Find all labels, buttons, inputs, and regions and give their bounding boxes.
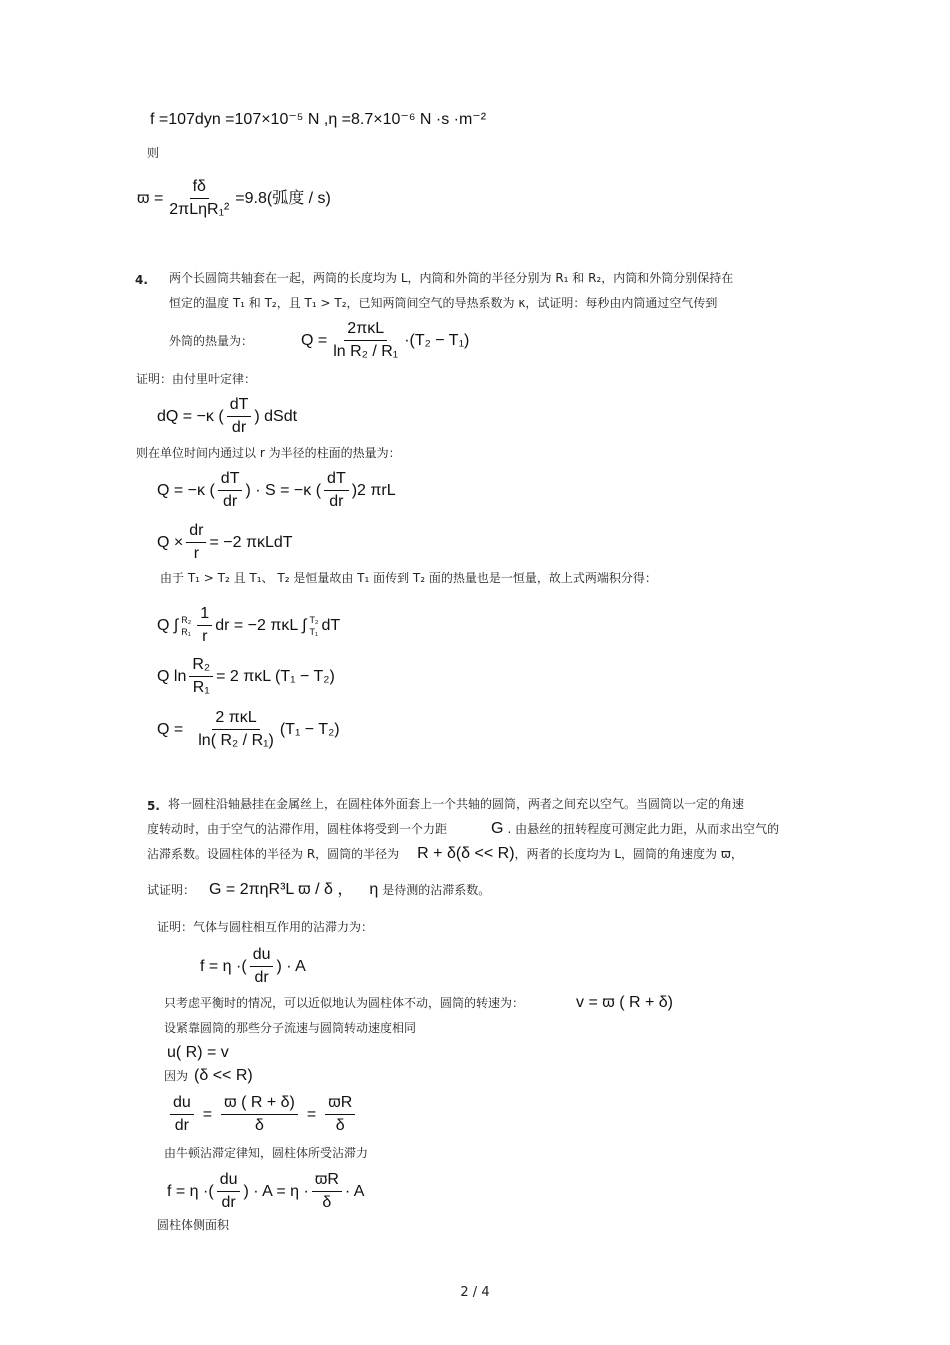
torque-formula: G = 2πηR³L ϖ / δ ， [209,881,354,898]
eq2-rhs: )2 πrL [351,481,396,499]
eq3-lhs: Q × [157,533,184,551]
problem-5-text6: 圆柱体侧面积 [157,1218,230,1232]
problem-4-line3-text: 外筒的热量为： [169,333,254,348]
omega-numerator: fδ [190,176,209,199]
omega-lhs: ϖ = [137,189,164,207]
problem-5-line4 [147,880,490,900]
separated-equation [157,520,293,565]
eq4-lower-limit2: T₁ [309,626,319,637]
eq4-numerator: 1 [197,603,212,626]
eq4-denominator: r [202,628,208,645]
eq3-fraction [186,520,206,565]
p5-eq3-numerator2: ϖ ( R + δ) [221,1092,298,1115]
ze-label: 则 [147,146,160,160]
p5-eq3-denominator1: dr [174,1117,190,1134]
eq1-fraction [227,394,252,439]
eq2-mid: ) · S = −κ ( [245,481,322,499]
velocity-gradient-equation [167,1092,358,1137]
p5-eq3-equals1: = [202,1105,213,1123]
p5-eq4-mid: ) · A = η · [243,1182,309,1200]
viscous-force-equation [200,944,306,989]
eq4-rhs: dT [321,616,341,634]
fourier-law-equation [157,394,297,439]
p5-eq3-equals2: = [306,1105,317,1123]
eq2-numerator1: dT [218,468,243,491]
eq4-upper-limit1: R₂ [181,614,192,625]
problem-5-text5: 由牛顿沾滞定律知，圆柱体所受沾滞力 [164,1146,369,1160]
problem-5-line3-a: 沾滞系数。设圆柱体的半径为 R，圆筒的半径为 [147,847,400,861]
problem-5-line3-c: ，两者的长度均为 L，圆筒的角速度为 ϖ， [514,847,743,861]
problem-4-text3: 由于 T₁ > T₂ 且 T₁、 T₂ 是恒量故由 T₁ 面传到 T₂ 面的热量也是一恒量，故上式两端积分得： [160,571,657,585]
boundary-condition: u( R) = v [167,1044,229,1061]
p5-eq3-fraction3 [325,1092,355,1137]
heat-rhs: ·(T₂ − T₁) [404,331,470,349]
eta-symbol: η [369,881,379,898]
eq5-denominator: R₁ [192,679,210,696]
eq6-denominator: ln( R₂ / R₁) [198,732,274,749]
omega-rhs: =9.8(弧度 / s) [235,189,331,207]
problem-5-line2-a: 度转动时，由于空气的沾滞作用，圆柱体将受到一个力距 [147,822,448,836]
p5-eq4-numerator1: du [217,1169,241,1192]
integral-equation [157,603,340,648]
p5-text2-a: 只考虑平衡时的情况，可以近似地认为圆柱体不动，圆筒的转速为： [164,996,525,1010]
eq2-fraction1 [218,468,243,513]
delta-condition: (δ << R) [194,1067,253,1084]
p5-eq3-fraction2 [221,1092,298,1137]
eq2-fraction2 [324,468,349,513]
eq1-rhs: ) dSdt [254,407,298,425]
problem-5-text4 [164,1066,253,1086]
p5-eq4-denominator1: dr [221,1194,236,1211]
heat-denominator: ln R₂ / R₁ [333,343,399,360]
log-equation [157,654,335,699]
p5-eq1-numerator: du [250,944,274,967]
problem-4-proof-intro: 证明：由付里叶定律： [136,372,257,386]
eq6-lhs: Q = [157,720,184,738]
heat-lhs: Q = [301,331,328,349]
p5-eq4-fraction1 [217,1169,241,1214]
problem-5-number: 5. [147,799,160,813]
problem-4-line1: 两个长圆筒共轴套在一起，两筒的长度均为 L，内筒和外筒的半径分别为 R₁ 和 R₂，内筒和外筒分别保持在 [169,271,734,285]
eq4-mid: dr = −2 πκL ∫ [215,616,307,634]
eq2-lhs: Q = −κ ( [157,481,215,499]
problem-5-text2 [164,993,673,1013]
p5-eq1-denominator: dr [254,969,269,986]
problem-5-line3 [147,844,743,864]
eq1-denominator: dr [231,419,247,436]
eq5-fraction [189,654,213,699]
eq1-lhs: dQ = −κ ( [157,407,224,425]
heat-numerator: 2πκL [344,318,387,341]
p5-eq4-numerator2: ϖR [312,1169,342,1192]
p5-eq3-fraction1 [170,1092,194,1137]
eq4-upper-limit2: T₂ [309,614,319,625]
problem-4-number: 4. [135,273,148,287]
eq2-denominator2: dr [329,493,344,510]
problem-5-proof-intro: 证明：气体与圆柱相互作用的沾滞力为： [157,920,374,934]
torque-symbol: G [491,820,504,837]
eq4-lhs: Q ∫ [157,616,179,634]
p5-eq1-rhs: ) · A [276,957,306,975]
eq2-denominator1: dr [223,493,238,510]
p5-eq1-lhs: f = η ·( [200,957,247,975]
eq6-fraction [195,707,277,752]
eq3-rhs: = −2 πκLdT [209,533,293,551]
eq4-limits2 [310,614,319,638]
eq4-fraction [197,603,212,648]
eq4-limits1 [181,614,191,638]
problem-4-heat-formula [169,318,469,363]
p5-eq4-denominator2: δ [322,1194,332,1211]
omega-equation [137,176,331,221]
problem-5-line2 [147,819,779,839]
problem-4-text2: 则在单位时间内通过以 r 为半径的柱面的热量为： [136,446,401,460]
eq5-rhs: = 2 πκL (T₁ − T₂) [216,667,335,685]
problem-5-line2-c: . 由悬丝的扭转程度可测定此力距，从而求出空气的 [507,822,780,836]
eq2-numerator2: dT [324,468,349,491]
page-number: 2 / 4 [460,1285,490,1300]
p5-eq3-denominator2: δ [255,1117,264,1134]
problem-5-line1: 将一圆柱沿轴悬挂在金属丝上，在圆柱体外面套上一个共轴的圆筒，两者之间充以空气。当圆筒以一定的角速 [168,797,745,811]
force-viscosity-values: f =107dyn =107×10⁻⁵ N ,η =8.7×10⁻⁶ N ·s ·m⁻² [150,111,487,128]
newton-viscosity-equation [167,1169,364,1214]
omega-denominator: 2πLηR₁² [169,201,230,218]
eq3-denominator: r [193,545,200,562]
problem-5-text3: 设紧靠圆筒的那些分子流速与圆筒转动速度相同 [164,1021,417,1035]
eq4-lower-limit1: R₁ [181,626,191,637]
outer-radius-expression: R + δ(δ << R) [417,845,515,862]
eq1-numerator: dT [227,394,252,417]
cylinder-speed: v = ϖ ( R + δ) [576,994,673,1011]
p5-eq3-denominator3: δ [335,1117,345,1134]
eq5-lhs: Q ln [157,667,187,685]
eq3-numerator: dr [186,520,206,543]
final-heat-equation [157,707,340,752]
omega-fraction [166,176,232,221]
problem-5-line4-d: 是待测的沾滞系数。 [382,883,491,897]
eq6-numerator: 2 πκL [212,707,259,730]
p5-eq1-fraction [250,944,274,989]
p5-eq3-numerator1: du [170,1092,194,1115]
p5-eq3-numerator3: ϖR [325,1092,355,1115]
heat-fraction [330,318,401,363]
p5-eq4-lhs: f = η ·( [167,1182,214,1200]
p5-eq4-fraction2 [312,1169,342,1214]
p5-text4-a: 因为 [164,1069,189,1083]
problem-5-line4-a: 试证明： [147,883,196,897]
p5-eq4-rhs: · A [344,1182,365,1200]
eq6-rhs: (T₁ − T₂) [279,720,340,738]
eq5-numerator: R₂ [189,654,213,677]
cylinder-heat-equation [157,468,396,513]
problem-4-line2: 恒定的温度 T₁ 和 T₂，且 T₁ > T₂，已知两筒间空气的导热系数为 κ，试证明：每秒由内筒通过空气传到 [169,296,718,310]
